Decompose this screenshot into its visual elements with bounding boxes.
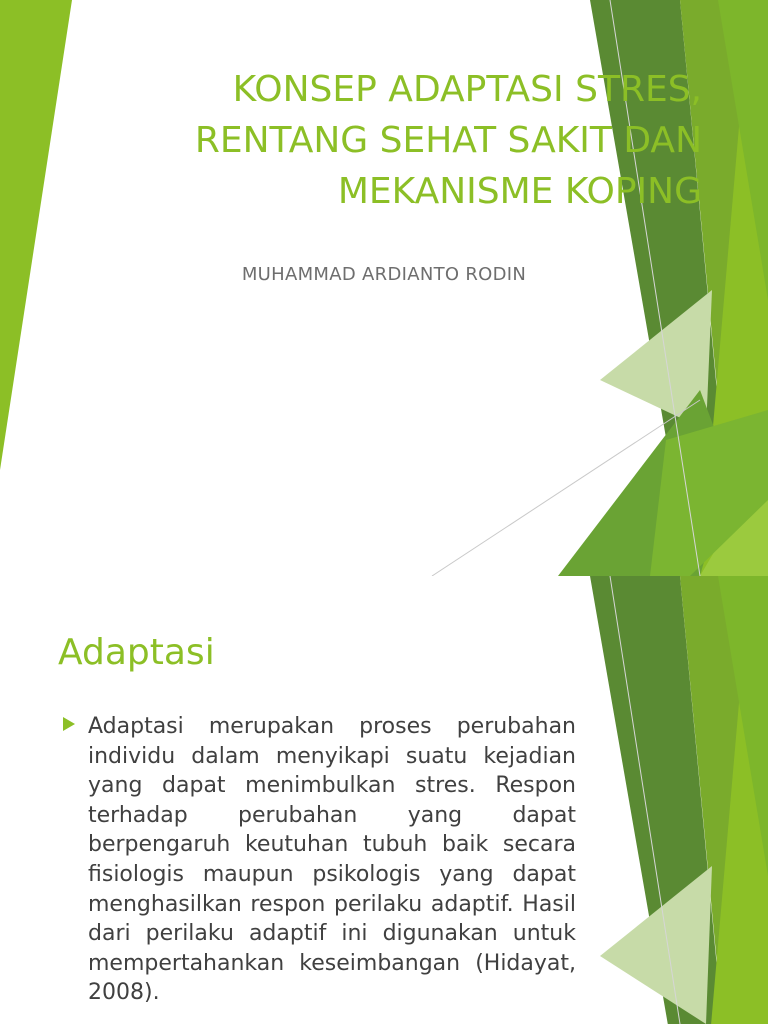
title-line-3: MEKANISME KOPING (337, 171, 702, 212)
slide-heading: Adaptasi (58, 632, 215, 673)
bullet-text: Adaptasi merupakan proses perubahan individu dalam menyikapi suatu kejadian yang dapat menimbulkan stres. Respon terhadap perubahan yang dapat berpengaruh keutuhan tubuh baik secara fisiologis maupun psikologis yang dapat menghasilkan respon perilaku adaptif. Hasil dari perilaku adaptif ini digunakan untuk mempertahankan keseimbangan (Hidayat, 2008). (88, 714, 576, 1006)
title-line-2: RENTANG SEHAT SAKIT DAN (194, 120, 702, 161)
triangle-bullet-icon (62, 717, 76, 731)
title-line-1: KONSEP ADAPTASI STRES, (232, 69, 702, 110)
content-slide (0, 576, 768, 1024)
presentation-title (82, 64, 702, 217)
author-name: MUHAMMAD ARDIANTO RODIN (241, 264, 527, 285)
